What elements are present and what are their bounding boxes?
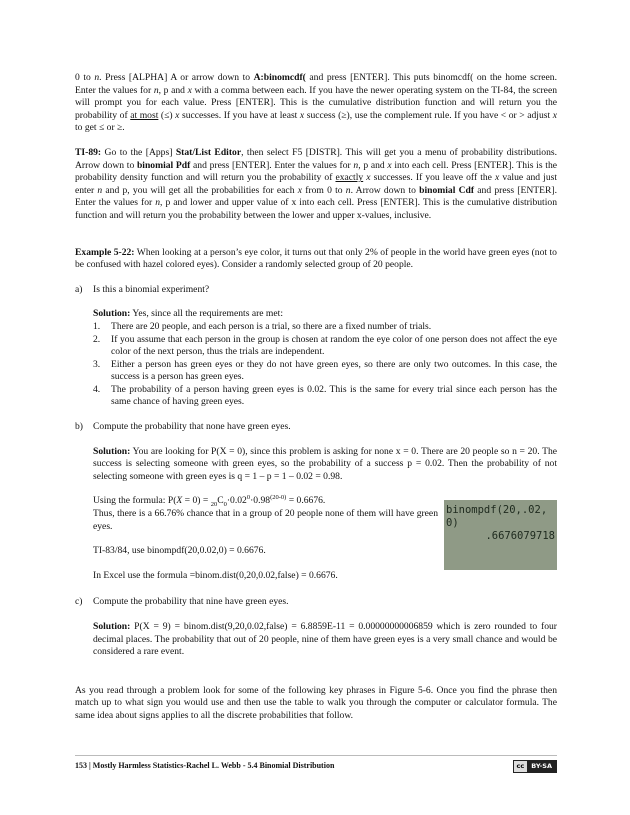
footer-text: 153 | Mostly Harmless Statistics-Rachel L. Webb - 5.4 Binomial Distribution <box>75 761 335 771</box>
solution-a: Solution: Yes, since all the requirements are met: 1. There are 20 people, and each person is a trial, so there are a fixed number of trials. 2. If you assume that each person in the group is chosen at random the eye color of one person does not affect the eye color of the next person, thus the trials are independent. 3. Either a person has green eyes or they do not have green eyes, so there are only two outcomes. In this case, the success is a person has green eyes. 4. The probability of a person having green eyes is 0.02. This is the same for every trial since each person has the same chance of having green eyes. <box>93 308 557 408</box>
list-item: 4. The probability of a person having green eyes is 0.02. This is the same for every trial since each person has the same chance of having green eyes. <box>93 383 557 408</box>
requirements-list <box>93 321 557 409</box>
paragraph-ti89: TI-89: Go to the [Apps] Stat/List Editor, then select F5 [DISTR]. This will get you a menu of probability distributions. Arrow down to binomial Pdf and press [ENTER]. Enter the values for n, p and x into each cell. Press [ENTER]. This is the probability density function and will return you the probability of exactly x successes. If you leave off the x value and just enter n and p, you will get all the probabilities for each x from 0 to n. Arrow down to binomial Cdf and press [ENTER]. Enter the values for n, p and lower and upper value of x into each cell. Press [ENTER]. This is the cumulative distribution function and will return you the probability between the lower and upper x-values, inclusive. <box>75 146 558 221</box>
closing-paragraph: As you read through a problem look for some of the following key phrases in Figure 5-6. Once you find the phrase then match up to what sign you would use and then use the table to walk you through the computer or calculator formula. The same idea about signs applies to all the discrete probabilities that follow. <box>75 684 557 721</box>
cc-icon: cc <box>514 761 528 772</box>
solution-c: Solution: P(X = 9) = binom.dist(9,20,0.02,false) = 6.8859E-11 = 0.00000000006859 which is zero rounded to four decimal places. The probability that out of 20 people, nine of them have green eyes is a very small chance and would be considered a rare event. <box>93 621 557 658</box>
list-item: 3. Either a person has green eyes or they do not have green eyes, so there are only two outcomes. In this case, the success is a person has green eyes. <box>93 358 557 383</box>
paragraph-ti84: 0 to n. Press [ALPHA] A or arrow down to A:binomcdf( and press [ENTER]. This puts binomcdf( on the home screen. Enter the values for n, p and x with a comma between each. If you have the newer operating system on the TI-84, the screen will prompt you for each value. Press [ENTER]. This is the cumulative distribution function and will return you the probability of at most (≤) x successes. If you have at least x success (≥), use the complement rule. If you have < or > adjust x to get ≤ or ≥. <box>75 72 557 134</box>
page-content <box>75 72 557 723</box>
list-item: 2. If you assume that each person in the group is chosen at random the eye color of one person does not affect the eye color of the next person, thus the trials are independent. <box>93 333 557 358</box>
list-item: 1. There are 20 people, and each person is a trial, so there are a fixed number of trials. <box>93 320 432 332</box>
example-statement: Example 5-22: When looking at a person’s eye color, it turns out that only 2% of people in the world have green eyes (not to be confused with hazel colored eyes). Consider a randomly selected group of 20 people. <box>75 246 557 271</box>
conclusion-text: Thus, there is a 66.76% chance that in a group of 20 people none of them will have green eyes. <box>93 508 438 532</box>
page-footer <box>75 755 557 773</box>
cc-license-badge[interactable]: cc BY-SA <box>513 760 557 773</box>
binomial-formula: Using the formula: $P(X = 0) = _{20}C_0\cdot 0.02^0\cdot 0.98^{(20-0)} = 0.6676$. <box>93 494 326 509</box>
calculator-screen-image: binompdf(20,.02, 0) .6676079718 <box>444 500 557 570</box>
question-b: b) Compute the probability that none have green eyes. <box>75 421 291 433</box>
question-c: c) Compute the probability that nine have green eyes. <box>75 596 289 608</box>
excel-instruction: In Excel use the formula =binom.dist(0,20,0.02,false) = 0.6676. <box>93 569 338 581</box>
question-a: a) Is this a binomial experiment? <box>75 283 210 295</box>
solution-b: Solution: You are looking for P(X = 0), since this problem is asking for none x = 0. There are 20 people so n = 20. The success is selecting someone with green eyes, so the probability of a success p = 0.02. Then the probability of not selecting someone with green eyes is q = 1 – p = 1 – 0.02 = 0.98. Using the formula: $P(X = 0) = _{20}C_0\cdot 0.02^0\cdot 0.98^{(20-0)} = 0.6676$. Thus, there is a 66.76% chance that in a group of 20 people none of them will have green eyes. TI-83/84, use binompdf(20,0.02,0) = 0.6676. In Excel use the formula =binom.dist(0,20,0.02,false) = 0.6676. binompdf(20,.02, 0) .6676079718 <box>93 445 557 581</box>
ti84-instruction: TI-83/84, use binompdf(20,0.02,0) = 0.6676. <box>93 545 266 557</box>
